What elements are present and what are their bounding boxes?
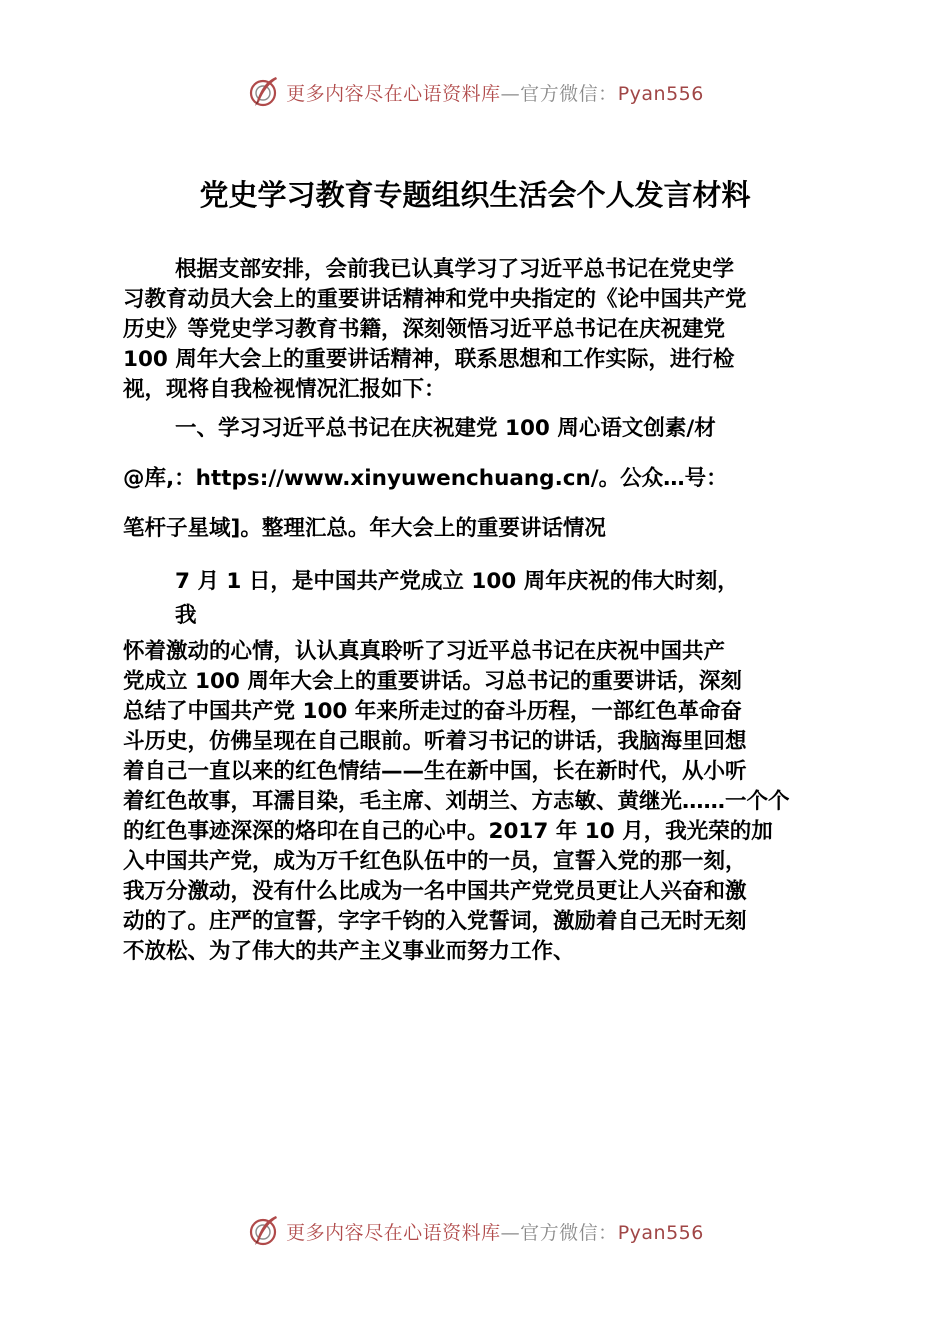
footer-banner-text xyxy=(286,1218,704,1245)
text-line: 着自己一直以来的红色情结——生在新中国，长在新时代，从小听 xyxy=(123,759,747,784)
text-line: 总结了中国共产党 100 年来所走过的奋斗历程，一部红色革命奋 xyxy=(123,699,742,724)
text-line: 历史》等党史学习教育书籍，深刻领悟习近平总书记在庆祝建党 xyxy=(123,317,726,342)
text-line: 党成立 100 周年大会上的重要讲话。习总书记的重要讲话，深刻 xyxy=(123,669,742,694)
text-line: 入中国共产党，成为万千红色队伍中的一员，宣誓入党的那一刻， xyxy=(123,849,747,874)
footer-banner xyxy=(0,1209,950,1253)
text-line: 100 周年大会上的重要讲话精神，联系思想和工作实际，进行检 xyxy=(123,347,735,372)
quill-pen-logo-icon xyxy=(246,1213,282,1249)
paragraph-intro xyxy=(123,255,841,405)
text-line: 的红色事迹深深的烙印在自己的心中。2017 年 10 月，我光荣的加 xyxy=(123,819,773,844)
header-banner-text xyxy=(286,79,704,106)
paragraph-july-first xyxy=(123,565,841,967)
quill-pen-logo-icon xyxy=(246,74,282,110)
footer-banner-wechat-id: Pyan556 xyxy=(617,1221,704,1244)
text-line: 动的了。庄严的宣誓，字字千钧的入党誓词，激励着自己无时无刻 xyxy=(123,909,747,934)
footer-banner-slogan: 更多内容尽在心语资料库 xyxy=(286,1221,501,1244)
header-banner xyxy=(0,70,950,114)
text-line: 根据支部安排，会前我已认真学习了习近平总书记在党史学 xyxy=(175,257,735,282)
text-line: 不放松、为了伟大的共产主义事业而努力工作、 xyxy=(123,939,575,964)
text-line: 一、学习习近平总书记在庆祝建党 100 周心语文创素/材 xyxy=(175,416,716,441)
section-heading-one xyxy=(123,412,841,562)
footer-banner-wechat-label: —官方微信： xyxy=(500,1221,618,1244)
text-line: 着红色故事，耳濡目染，毛主席、刘胡兰、方志敏、黄继光……一个个 xyxy=(123,789,790,814)
text-line: 7 月 1 日，是中国共产党成立 100 周年庆祝的伟大时刻， xyxy=(175,569,739,594)
document-title: 党史学习教育专题组织生活会个人发言材料 xyxy=(199,178,751,212)
text-line: 我万分激动，没有什么比成为一名中国共产党党员更让人兴奋和激 xyxy=(123,879,747,904)
header-banner-slogan: 更多内容尽在心语资料库 xyxy=(286,82,501,105)
text-line: @库,：https://www.xinyuwenchuang.cn/。公众…号： xyxy=(123,466,728,491)
text-line: 习教育动员大会上的重要讲话精神和党中央指定的《论中国共产党 xyxy=(123,287,747,312)
text-line: 我 xyxy=(175,603,197,628)
text-line: 笔杆子星域]。整理汇总。年大会上的重要讲话情况 xyxy=(123,516,606,541)
text-line: 斗历史，仿佛呈现在自己眼前。听着习书记的讲话，我脑海里回想 xyxy=(123,729,747,754)
text-line: 怀着激动的心情，认认真真聆听了习近平总书记在庆祝中国共产 xyxy=(123,639,726,664)
header-banner-wechat-id: Pyan556 xyxy=(617,82,704,105)
header-banner-wechat-label: —官方微信： xyxy=(500,82,618,105)
text-line: 视，现将自我检视情况汇报如下： xyxy=(123,377,446,402)
